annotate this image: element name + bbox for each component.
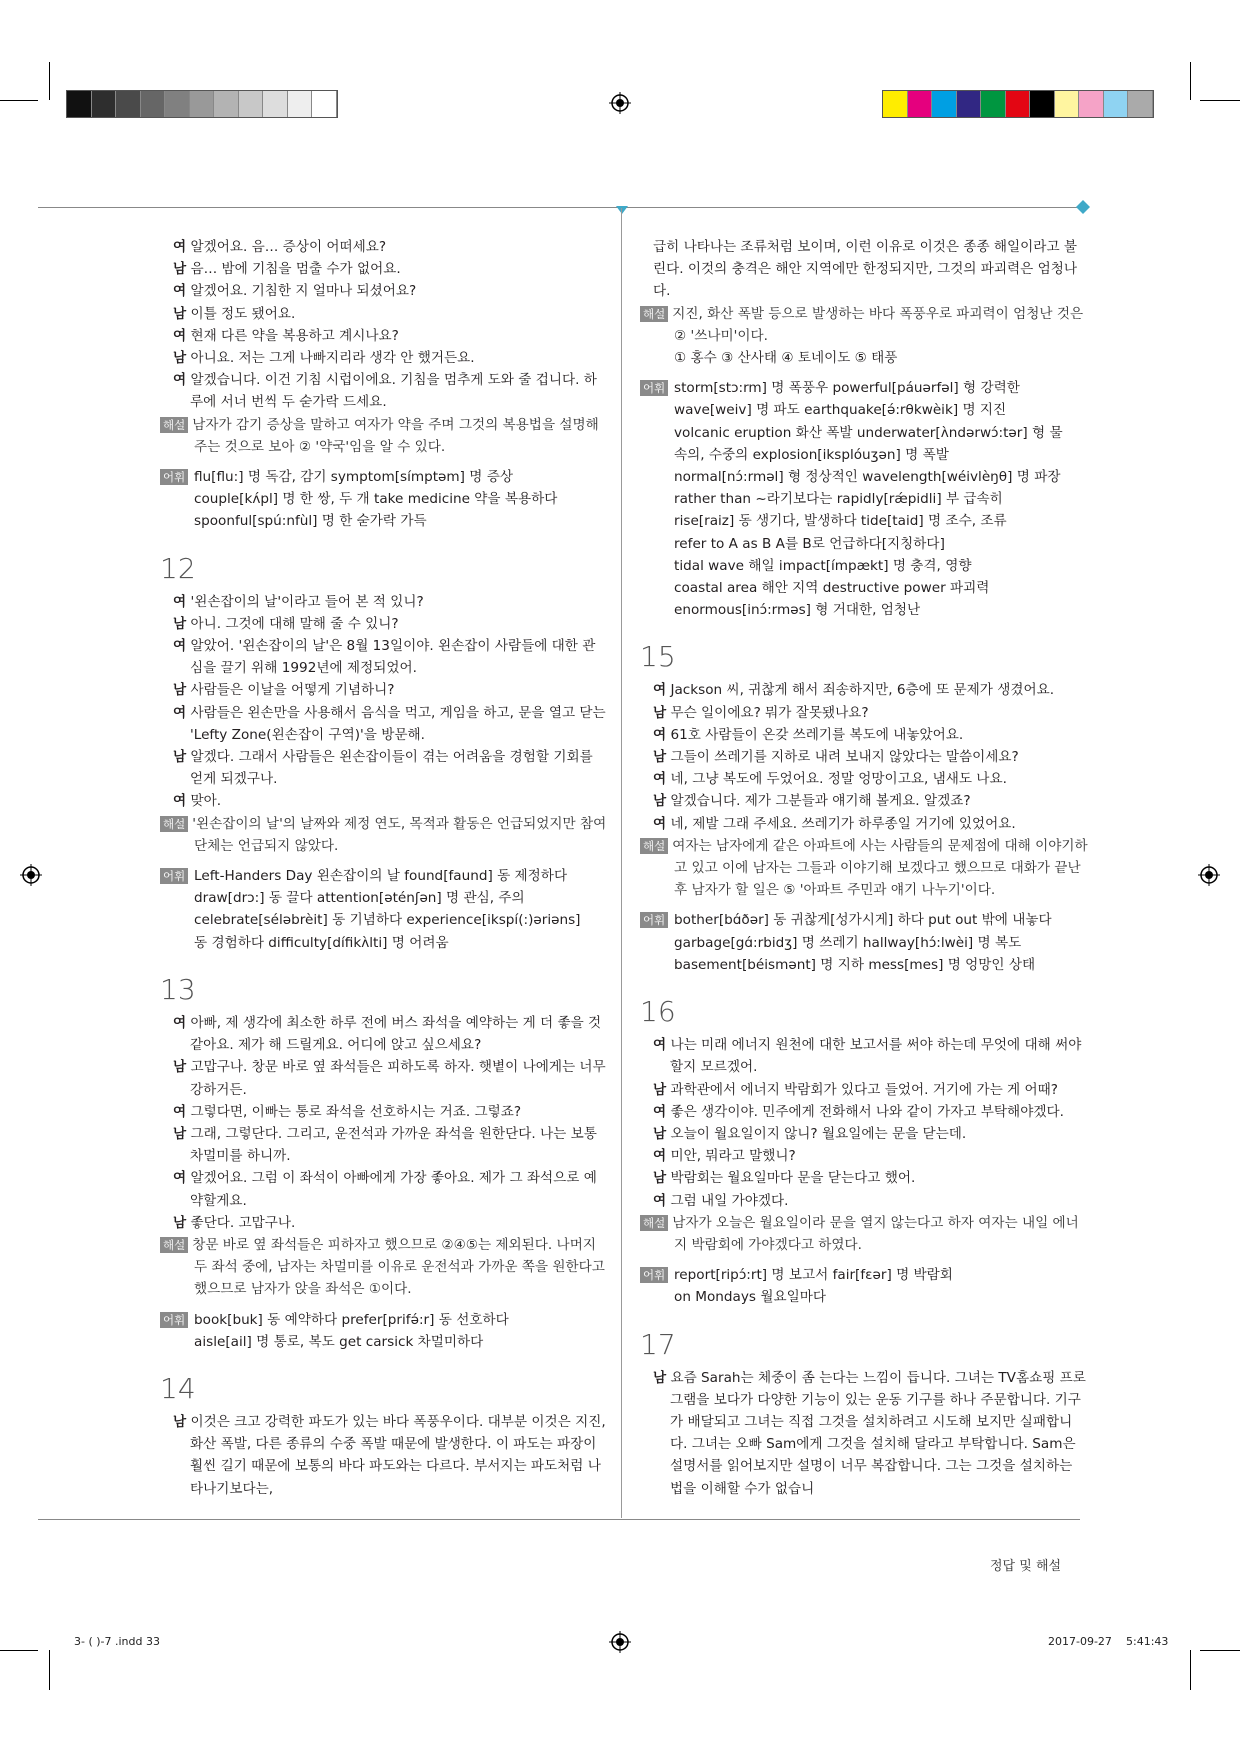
vocabulary-row: rather than ~라기보다는 rapidly[rǽpidli] 부 급속히 [674,491,1003,508]
gray-swatch [214,91,239,117]
vocabulary-row: enormous[inɔ́:rməs] 형 거대한, 엄청난 [674,602,921,619]
dialog-text: 61호 사람들이 온갖 쓰레기를 복도에 내놓았어요. [670,726,964,743]
crop-mark [49,62,50,100]
dialog-text: 사람들은 이날을 어떻게 기념하니? [190,682,395,699]
speaker-label: 여 [653,771,667,788]
vocabulary-block [160,466,608,533]
speaker-label: 여 [173,704,187,721]
process-swatch [957,91,982,117]
dialog-line [160,1167,608,1211]
vocabulary-row: storm[stɔ:rm] 명 폭풍우 powerful[páuərfəl] 형 강력한 [674,380,1020,397]
crop-mark [1200,1650,1240,1651]
dialog-text: 알겠습니다. 제가 그분들과 얘기해 볼게요. 알겠죠? [670,793,971,810]
speaker-label: 남 [653,1369,667,1386]
left-column [160,236,608,1500]
dialog-text: 오늘이 월요일이지 않니? 월요일에는 문을 닫는데. [670,1125,967,1142]
question-number: 12 [160,551,196,585]
explanation-tag: 해설 [160,816,188,832]
dialog-line [640,1145,1088,1167]
triangle-marker-icon [616,206,628,214]
crop-mark [0,100,38,101]
explanation-note [160,414,608,458]
dialog-text: 맞아. [190,793,222,810]
vocabulary-row: basement[béismənt] 명 지하 mess[mes] 명 엉망인 상태 [674,956,1036,973]
registration-mark-icon [1198,864,1220,886]
vocabulary-block [640,909,1088,976]
dialog-line [640,724,1088,746]
process-swatch [1104,91,1129,117]
speaker-label: 여 [173,372,187,389]
dialog-text: '왼손잡이의 날'이라고 들어 본 적 있니? [190,593,424,610]
speaker-label: 남 [173,615,187,632]
dialog-line [160,347,608,369]
process-swatch [883,91,908,117]
dialog-text: 그래, 그렇단다. 그리고, 운전석과 가까운 좌석을 원한단다. 나는 보통 차멀미를 하니까. [190,1125,597,1165]
question-number: 17 [640,1327,676,1361]
registration-mark-icon [609,1631,631,1653]
speaker-label: 남 [653,704,667,721]
explanation-note [160,1234,608,1301]
vocabulary-block [640,377,1088,621]
header-rule [38,207,1080,208]
dialog-line [640,702,1088,724]
dialog-text: 알겠어요. 기침한 지 얼마나 되셨어요? [190,283,417,300]
dialog-line [160,1212,608,1234]
dialog-line [160,746,608,790]
dialog-text: 나는 미래 에너지 원천에 대한 보고서를 써야 하는데 무엇에 대해 써야 할지 모르겠어. [670,1037,1082,1076]
dialog-line [160,1012,608,1056]
gray-swatch [165,91,190,117]
dialog-line [640,1079,1088,1101]
speaker-label: 남 [173,261,187,278]
page-label: 정답 및 해설 [990,1559,1062,1574]
dialog-text: 네, 제발 그래 주세요. 쓰레기가 하루종일 거기에 있었어요. [670,815,1016,832]
process-swatch [981,91,1006,117]
explanation-text: '왼손잡이의 날'의 날짜와 제정 연도, 목적과 활동은 언급되었지만 참여 단체는 언급되지 않았다. [192,815,607,854]
explanation-note [640,1212,1088,1256]
right-column [640,236,1088,1500]
question-number: 16 [640,995,676,1029]
speaker-label: 여 [173,593,187,610]
crop-mark [1190,62,1191,100]
gray-swatch [92,91,117,117]
explanation-note [160,813,608,857]
dialog-line [160,280,608,302]
dialog-line [160,1123,608,1167]
dialog-text: 알겠습니다. 이건 기침 시럽이에요. 기침을 멈추게 도와 줄 겁니다. 하루에 서너 번씩 두 숟가락 드세요. [190,372,597,411]
vocabulary-block [160,865,608,954]
dialog-line [160,258,608,280]
diamond-marker-icon [1076,200,1090,214]
vocabulary-row: garbage[gɑ́:rbidʒ] 명 쓰레기 hallway[hɔ́:lwèi] 명 복도 [674,934,1022,951]
explanation-tag: 해설 [640,1215,668,1231]
vocabulary-row: rise[raiz] 동 생기다, 발생하다 tide[taid] 명 조수, 조류 [674,513,1007,530]
dialog-line [640,1190,1088,1212]
vocabulary-row: 동 경험하다 difficulty[dífikʌ̀lti] 명 어려움 [194,934,449,951]
speaker-label: 여 [173,638,187,655]
dialog-text: 이틀 정도 됐어요. [190,305,296,322]
crop-mark [1190,1650,1191,1690]
explanation-note [640,303,1088,347]
speaker-label: 여 [653,1037,667,1054]
footer-time: 5:41:43 [1126,1635,1169,1648]
dialog-text: 좋은 생각이야. 민주에게 전화해서 나와 같이 가자고 부탁해야겠다. [670,1103,1064,1120]
dialog-text: 네, 그냥 복도에 두었어요. 정말 엉망이고요, 냄새도 나요. [670,771,1007,788]
vocabulary-row: spoonful[spú:nfùl] 명 한 숟가락 가득 [194,513,427,530]
speaker-label: 여 [653,1192,667,1209]
gray-swatch [312,91,337,117]
vocabulary-row: aisle[ail] 명 통로, 복도 get carsick 차멀미하다 [194,1333,484,1350]
crop-mark [49,1650,50,1690]
vocabulary-row: on Mondays 월요일마다 [674,1289,826,1306]
explanation-text: 지진, 화산 폭발 등으로 발생하는 바다 폭풍우로 파괴력이 엄청난 것은 ② '쓰나미'이다. [672,305,1084,344]
dialog-line [640,790,1088,812]
speaker-label: 남 [653,793,667,810]
registration-mark-icon [20,864,42,886]
process-swatch [1006,91,1031,117]
speaker-label: 여 [173,283,187,300]
speaker-label: 남 [173,305,187,322]
vocabulary-block [160,1309,608,1353]
speaker-label: 여 [653,815,667,832]
dialog-text: 좋단다. 고맙구나. [190,1214,296,1231]
speaker-label: 여 [653,1148,667,1165]
dialog-text: 아니. 그것에 대해 말해 줄 수 있니? [190,615,399,632]
dialog-text: 그럼 내일 가야겠다. [670,1192,789,1209]
gray-swatch [190,91,215,117]
vocabulary-block [640,1264,1088,1308]
speaker-label: 여 [173,793,187,810]
dialog-line [160,679,608,701]
footer-date: 2017-09-27 [1048,1635,1112,1648]
question-number: 14 [160,1371,196,1405]
speaker-label: 남 [653,1081,667,1098]
dialog-line [160,790,608,812]
explanation-tag: 해설 [160,417,188,433]
dialog-text: 박람회는 월요일마다 문을 닫는다고 했어. [670,1170,916,1187]
crop-mark [1200,100,1240,101]
question-number: 13 [160,972,196,1006]
dialog-line [160,303,608,325]
dialog-line [640,679,1088,701]
footer-filename: 3- ( )-7 .indd 33 [74,1635,160,1648]
speaker-label: 남 [173,1059,187,1076]
vocabulary-row: refer to A as B A를 B로 언급하다[지칭하다] [674,535,945,552]
process-color-bar [882,90,1154,118]
crop-mark [0,1650,38,1651]
process-swatch [1128,91,1153,117]
explanation-tag: 해설 [640,306,668,322]
explanation-note [640,835,1088,902]
gray-color-bar [66,90,338,118]
dialog-line [640,1034,1088,1078]
vocabulary-row: volcanic eruption 화산 폭발 underwater[ʌ̀ndərwɔ́:tər] 형 물 [674,424,1063,441]
process-swatch [932,91,957,117]
speaker-label: 남 [173,1413,187,1430]
gray-swatch [263,91,288,117]
dialog-line [160,591,608,613]
registration-mark-icon [609,92,631,114]
dialog-line [160,613,608,635]
vocabulary-tag: 어휘 [160,1312,188,1328]
explanation-tag: 해설 [160,1237,188,1253]
vocabulary-row: couple[kʌ́pl] 명 한 쌍, 두 개 take medicine 약을 복용하다 [194,491,558,508]
vocabulary-row: draw[drɔ:] 동 끌다 attention[əténʃən] 명 관심, 주의 [194,890,525,907]
gray-swatch [288,91,313,117]
dialog-text: 아빠, 제 생각에 최소한 하루 전에 버스 좌석을 예약하는 게 더 좋을 것 같아요. 제가 해 드릴게요. 어디에 앉고 싶으세요? [190,1014,602,1054]
dialog-text: 알았어. '왼손잡이의 날'은 8월 13일이야. 왼손잡이 사람들에 대한 관심을 끌기 위해 1992년에 제정되었어. [190,638,596,677]
speaker-label: 여 [173,1170,187,1187]
vocabulary-tag: 어휘 [640,912,668,928]
dialog-line [640,746,1088,768]
dialog-text: 음… 밤에 기침을 멈출 수가 없어요. [190,261,401,278]
dialog-text: 요즘 Sarah는 체중이 좀 는다는 느낌이 듭니다. 그녀는 TV홈쇼핑 프로그램을 보다가 다양한 기능이 있는 운동 기구를 하나 주문합니다. 기구가 배달되고 그녀는 직접 그것을 설치하려고 시도해 보지만 실패합니다. 그녀는 오빠 Sam에게 그것을 설치해 달라고 부탁합니다. Sam은 설명서를 읽어보지만 설명이 너무 복잡합니다. 그는 그것을 설치하는 법을 이해할 수가 없습니 [670,1369,1086,1497]
dialog-line [640,1101,1088,1123]
dialog-line [160,635,608,679]
vocabulary-tag: 어휘 [640,1267,668,1283]
speaker-label: 남 [653,1125,667,1142]
dialog-line [640,1367,1088,1500]
dialog-line [640,1123,1088,1145]
dialog-text: 그들이 쓰레기를 지하로 내려 보내지 않았다는 말씀이세요? [670,749,1019,766]
speaker-label: 여 [173,1103,187,1120]
gray-swatch [141,91,166,117]
dialog-text: 무슨 일이에요? 뭐가 잘못됐나요? [670,704,869,721]
speaker-label: 여 [653,726,667,743]
explanation-text: 창문 바로 옆 좌석들은 피하자고 했으므로 ②④⑤는 제외된다. 나머지 두 좌석 중에, 남자는 차멀미를 이유로 운전석과 가까운 쪽을 원한다고 했으므로 남자가 앉을 좌석은 ①이다. [192,1236,605,1298]
dialog-text: 이것은 크고 강력한 파도가 있는 바다 폭풍우이다. 대부분 이것은 지진, 화산 폭발, 다른 종류의 수중 폭발 때문에 발생한다. 이 파도는 파장이 훨씬 길기 때문에 보통의 바다 파도와는 다르다. 부서지는 파도처럼 나타나기보다는, [190,1413,606,1497]
dialog-line [160,369,608,413]
vocabulary-row: report[ripɔ́:rt] 명 보고서 fair[fɛər] 명 박람회 [674,1267,953,1284]
process-swatch [908,91,933,117]
speaker-label: 남 [173,1214,187,1231]
gray-swatch [239,91,264,117]
speaker-label: 여 [173,1014,187,1031]
question-number: 15 [640,640,676,674]
dialog-text: 사람들은 왼손만을 사용해서 음식을 먹고, 게임을 하고, 문을 열고 닫는 'Lefty Zone(왼손잡이 구역)'을 방문해. [190,704,606,743]
vocabulary-tag: 어휘 [160,868,188,884]
dialog-text: 현재 다른 약을 복용하고 계시나요? [190,327,399,344]
explanation-tag: 해설 [640,838,668,854]
vocabulary-tag: 어휘 [640,380,668,396]
dialog-text: 아니요. 저는 그게 나빠지리라 생각 안 했거든요. [190,350,475,367]
speaker-label: 남 [173,749,187,766]
dialog-text: 알겠다. 그래서 사람들은 왼손잡이들이 겪는 어려움을 경험할 기회를 얻게 되겠구나. [190,749,593,788]
column-divider [621,208,622,1518]
explanation-text: 남자가 오늘은 월요일이라 문을 열지 않는다고 하자 여자는 내일 에너지 박람회에 가야겠다고 하였다. [672,1214,1079,1253]
explanation-text: 여자는 남자에게 같은 아파트에 사는 사람들의 문제점에 대해 이야기하고 있고 이에 남자는 그들과 이야기해 보겠다고 했으므로 대화가 끝난 후 남자가 할 일은 ⑤ '아파트 주민과 얘기 나누기'이다. [672,837,1088,899]
gray-swatch [116,91,141,117]
speaker-label: 남 [173,682,187,699]
vocabulary-row: bother[bɑ́ðər] 동 귀찮게[성가시게] 하다 put out 밖에 내놓다 [674,912,1052,929]
vocabulary-row: wave[weiv] 명 파도 earthquake[ə́:rθkwèik] 명 지진 [674,402,1007,419]
dialog-line [160,325,608,347]
vocabulary-row: tidal wave 해일 impact[ímpækt] 명 충격, 영향 [674,557,972,574]
dialog-text: Jackson 씨, 귀찮게 해서 죄송하지만, 6층에 또 문제가 생겼어요. [670,682,1055,699]
vocabulary-row: flu[flu:] 명 독감, 감기 symptom[símptəm] 명 증상 [194,469,514,486]
vocabulary-row: coastal area 해안 지역 destructive power 파괴력 [674,580,990,597]
speaker-label: 남 [173,1125,187,1142]
dialog-line [160,1101,608,1123]
dialog-text: 그렇다면, 이빠는 통로 좌석을 선호하시는 거죠. 그렇죠? [190,1103,522,1120]
speaker-label: 남 [173,350,187,367]
vocabulary-row: book[buk] 동 예약하다 prefer[prifə́:r] 동 선호하다 [194,1311,509,1328]
dialog-line [160,1411,608,1500]
dialog-line [160,236,608,258]
footer-rule [38,1519,1080,1520]
dialog-line [640,768,1088,790]
vocabulary-row: normal[nɔ́:rməl] 형 정상적인 wavelength[wéivlèŋθ] 명 파장 [674,469,1061,486]
dialog-text: 고맙구나. 창문 바로 옆 좌석들은 피하도록 하자. 햇볕이 나에게는 너무 강하거든. [190,1059,606,1098]
speaker-label: 여 [653,1103,667,1120]
explanation-options: ① 홍수 ③ 산사태 ④ 토네이도 ⑤ 태풍 [674,350,898,367]
dialog-line [160,1056,608,1100]
dialog-text: 알겠어요. 음… 증상이 어떠세요? [190,239,387,255]
dialog-continuation: 급히 나타나는 조류처럼 보이며, 이런 이유로 이것은 종종 해일이라고 불린다. 이것의 충격은 해안 지역에만 한정되지만, 그것의 파괴력은 엄청나다. [653,239,1078,300]
dialog-line [160,702,608,746]
vocabulary-tag: 어휘 [160,469,188,485]
vocabulary-row: 속의, 수중의 explosion[iksplóuʒən] 명 폭발 [674,446,949,463]
dialog-text: 미안, 뭐라고 말했니? [670,1148,796,1165]
dialog-line [640,1167,1088,1189]
process-swatch [1079,91,1104,117]
speaker-label: 여 [173,239,187,255]
vocabulary-row: celebrate[séləbrèit] 동 기념하다 experience[ikspí(:)əriəns] [194,912,581,929]
process-swatch [1030,91,1055,117]
speaker-label: 여 [173,327,187,344]
dialog-text: 과학관에서 에너지 박람회가 있다고 들었어. 거기에 가는 게 어때? [670,1081,1058,1098]
speaker-label: 남 [653,749,667,766]
vocabulary-row: Left-Handers Day 왼손잡이의 날 found[faund] 동 제정하다 [194,868,568,885]
dialog-line [640,813,1088,835]
explanation-text: 남자가 감기 증상을 말하고 여자가 약을 주며 그것의 복용법을 설명해주는 것으로 보아 ② '약국'임을 알 수 있다. [192,416,599,455]
speaker-label: 남 [653,1170,667,1187]
dialog-text: 알겠어요. 그럼 이 좌석이 아빠에게 가장 좋아요. 제가 그 좌석으로 예약할게요. [190,1170,597,1209]
speaker-label: 여 [653,682,667,699]
process-swatch [1055,91,1080,117]
gray-swatch [67,91,92,117]
